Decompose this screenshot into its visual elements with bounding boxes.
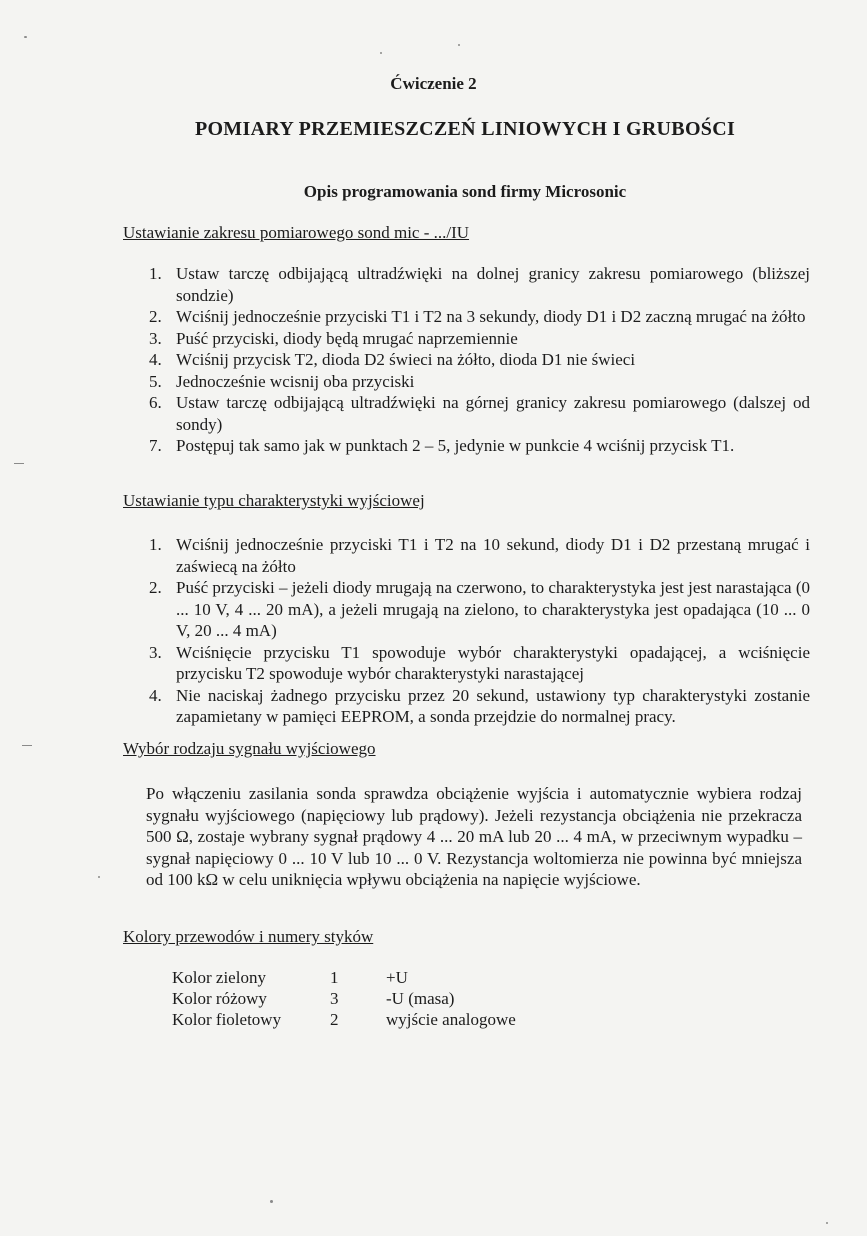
list-item-number: 1.: [149, 264, 162, 283]
list-item: [145, 577, 810, 642]
pin-number: 3: [330, 989, 339, 1008]
list-item-text: Wciśnij jednocześnie przyciski T1 i T2 na 3 sekundy, diody D1 i D2 zaczną mrugać na żółto: [176, 307, 806, 326]
section-heading-range: Ustawianie zakresu pomiarowego sond mic - .../IU: [123, 223, 470, 242]
list-item-number: 4.: [149, 685, 162, 705]
wire-function: wyjście analogowe: [386, 1010, 516, 1029]
list-item: [145, 685, 810, 728]
list-item-text: Wciśnij jednocześnie przyciski T1 i T2 na 10 sekund, diody D1 i D2 przestaną mrugać i zaświecą na żółto: [176, 535, 810, 576]
scan-speck: [98, 876, 100, 878]
scan-speck: [380, 52, 382, 54]
list-item-text: Wciśnij przycisk T2, dioda D2 świeci na żółto, dioda D1 nie świeci: [176, 350, 636, 369]
wire-function: -U (masa): [386, 989, 455, 1008]
list-item-number: 3.: [149, 642, 162, 662]
list-item-number: 3.: [149, 328, 162, 348]
scan-speck: [22, 745, 32, 746]
list-item: [145, 263, 810, 306]
page-title: POMIARY PRZEMIESZCZEŃ LINIOWYCH I GRUBOŚCI: [194, 118, 736, 140]
wire-color: Kolor różowy: [172, 989, 267, 1008]
list-item-text: Wciśnięcie przycisku T1 spowoduje wybór charakterystyki opadającej, a wciśnięcie przycisku T2 spowoduje wybór charakterystyki narastającej: [176, 642, 810, 683]
list-item-text: Puść przyciski, diody będą mrugać naprzemiennie: [176, 328, 518, 348]
signal-paragraph: Po włączeniu zasilania sonda sprawdza obciążenie wyjścia i automatycznie wybiera rodzaj sygnału wyjściowego (napięciowy lub prądowy). Jeżeli rezystancja obciążenia nie przekracza 500 Ω, zostaje wybrany sygnał prądowy 4 ... 20 mA lub 20 ... 4 mA, w przeciwnym wypadku – sygnał napięciowy 0 ... 10 V lub 10 ... 0 V. Rezystancja woltomierza nie powinna być mniejsza od 100 kΩ w celu uniknięcia wpływu obciążenia na napięcie wyjściowe.: [146, 784, 802, 889]
scan-speck: [24, 36, 27, 38]
exercise-number: Ćwiczenie 2: [390, 74, 477, 93]
list-item-number: 4.: [149, 350, 162, 369]
list-item: [145, 349, 810, 371]
list-item-number: 2.: [149, 307, 162, 326]
scan-speck: [270, 1200, 273, 1203]
table-row: [172, 988, 516, 1009]
section-heading-characteristic: Ustawianie typu charakterystyki wyjściowej: [123, 491, 425, 510]
wire-color: Kolor fioletowy: [172, 1010, 282, 1029]
wire-function: +U: [386, 968, 408, 987]
wire-color: Kolor zielony: [172, 968, 266, 987]
list-item: [145, 392, 810, 435]
scan-speck: [14, 463, 24, 464]
section-heading-signal: Wybór rodzaju sygnału wyjściowego: [123, 739, 376, 758]
list-item-text: Ustaw tarczę odbijającą ultradźwięki na górnej granicy zakresu pomiarowego (dalszej od sondy): [176, 393, 810, 434]
list-item: [145, 534, 810, 577]
table-row: [172, 1009, 516, 1030]
list-item: [145, 328, 810, 350]
table-row: [172, 967, 516, 988]
list-item-number: 2.: [149, 578, 162, 597]
wire-colors-table: [172, 967, 516, 1030]
list-item-number: 7.: [149, 436, 162, 455]
list-item-number: 6.: [149, 393, 162, 412]
list-item-text: Ustaw tarczę odbijającą ultradźwięki na dolnej granicy zakresu pomiarowego (bliższej sondzie): [176, 264, 810, 305]
list-item-number: 1.: [149, 535, 162, 554]
list-item: [145, 435, 810, 457]
pin-number: 2: [330, 1010, 339, 1029]
list-item-text: Puść przyciski – jeżeli diody mrugają na czerwono, to charakterystyka jest jest narastająca (0 ... 10 V, 4 ... 20 mA), a jeżeli mrugają na zielono, to charakterystyka jest opadająca (10 ... 0 V, 20 ... 4 mA): [176, 578, 810, 640]
characteristic-steps-list: [145, 534, 810, 728]
list-item-text: Jednocześnie wcisnij oba przyciski: [176, 371, 415, 391]
scan-speck: [826, 1222, 828, 1224]
list-item-text: Postępuj tak samo jak w punktach 2 – 5, jedynie w punkcie 4 wciśnij przycisk T1.: [176, 436, 735, 455]
list-item: [145, 371, 810, 393]
list-item: [145, 642, 810, 685]
list-item-text: Nie naciskaj żadnego przycisku przez 20 sekund, ustawiony typ charakterystyki zostanie zapamietany w pamięci EEPROM, a sonda przejdzie do normalnej pracy.: [176, 685, 810, 726]
page-subtitle: Opis programowania sond firmy Microsonic: [303, 182, 627, 201]
pin-number: 1: [330, 968, 339, 987]
section-heading-wires: Kolory przewodów i numery styków: [123, 927, 374, 946]
scan-speck: [458, 44, 460, 46]
list-item-number: 5.: [149, 371, 162, 391]
range-steps-list: [145, 263, 810, 457]
list-item: [145, 306, 810, 328]
